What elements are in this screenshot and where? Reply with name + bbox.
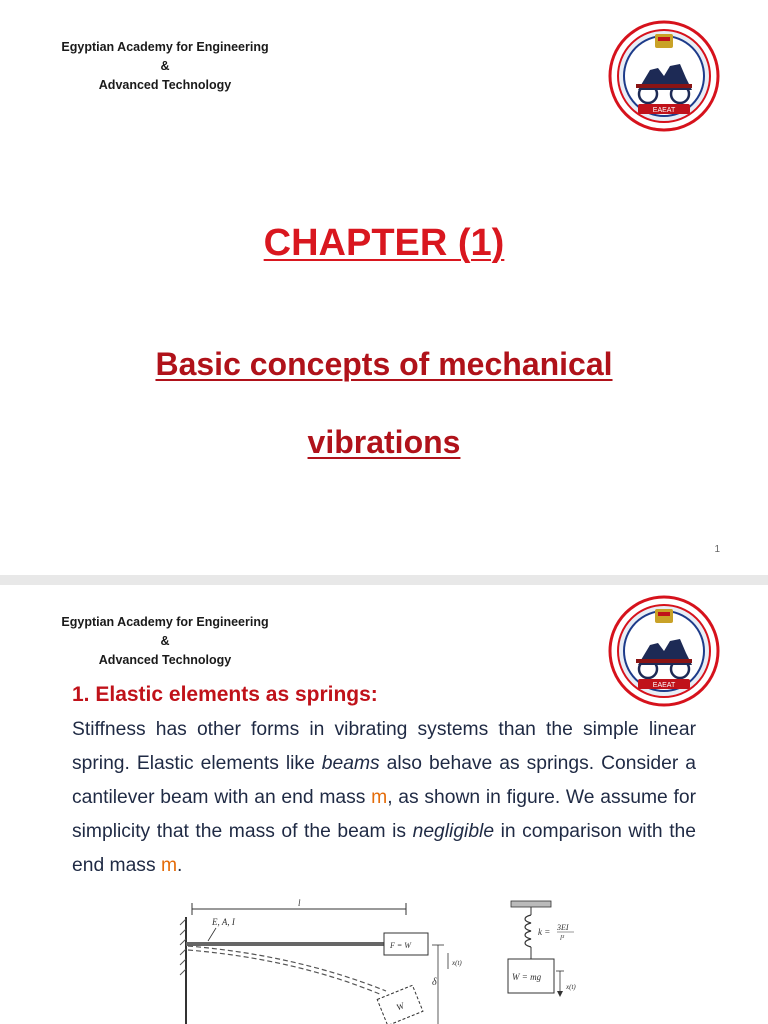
chapter-subtitle-line-1: Basic concepts of mechanical — [155, 346, 613, 382]
stiffness-denominator: l³ — [560, 934, 565, 942]
academy-logo — [608, 20, 720, 132]
institution-name — [60, 38, 270, 95]
emphasis-beams: beams — [321, 753, 380, 774]
institution-line-2: Advanced Technology — [98, 78, 232, 92]
spring-mass-system — [508, 901, 576, 997]
body-paragraph — [72, 713, 696, 883]
fixed-wall — [180, 917, 186, 1024]
chapter-title: CHAPTER (1) — [263, 222, 505, 264]
academy-logo — [608, 595, 720, 707]
text-run: also behave as springs. Consider a cantilever beam with an end mass — [72, 753, 696, 808]
chapter-subtitle-line-2: vibrations — [307, 424, 461, 460]
length-label: l — [298, 898, 301, 908]
weight-label: W = mg — [512, 972, 542, 982]
mass-symbol: m — [160, 855, 178, 876]
force-label: F = W — [390, 941, 411, 950]
beam-properties-label: E, A, I — [212, 917, 235, 927]
stiffness-label: k = — [538, 927, 551, 937]
text-run: in comparison with the end mass — [72, 821, 696, 876]
support — [511, 901, 551, 907]
institution-line-1: Egyptian Academy for Engineering & — [61, 40, 269, 73]
text-run: Stiffness has other forms in vibrating systems than the simple linear spring. Elastic elements like — [72, 719, 696, 774]
page-number: 1 — [714, 544, 720, 555]
spring-icon — [525, 915, 531, 947]
institution-line-2: Advanced Technology — [98, 653, 232, 667]
text-run: . — [177, 855, 183, 876]
deflected-beam — [188, 946, 386, 991]
stiffness-numerator: 3EI — [557, 923, 569, 932]
deflected-mass — [377, 985, 423, 1024]
content-page — [0, 585, 768, 1024]
mass-label: W — [394, 1000, 406, 1013]
logo-label: EAEAT — [652, 682, 676, 689]
mass-symbol: m — [371, 787, 388, 808]
logo-label: EAEAT — [652, 107, 676, 114]
text-run: , as shown in figure. We assume for simplicity that the mass of the beam is — [72, 787, 696, 842]
institution-line-1: Egyptian Academy for Engineering & — [61, 615, 269, 648]
institution-name — [60, 613, 270, 670]
displacement-label-right: x(t) — [566, 983, 576, 991]
cantilever-beam-figure — [176, 895, 596, 1024]
emphasis-negligible: negligible — [412, 821, 495, 842]
deflection-label: δ — [432, 977, 437, 988]
beam — [186, 942, 386, 946]
section-heading: 1. Elastic elements as springs: — [72, 683, 378, 706]
displacement-label-left: x(t) — [452, 959, 462, 967]
page-separator — [0, 575, 768, 585]
